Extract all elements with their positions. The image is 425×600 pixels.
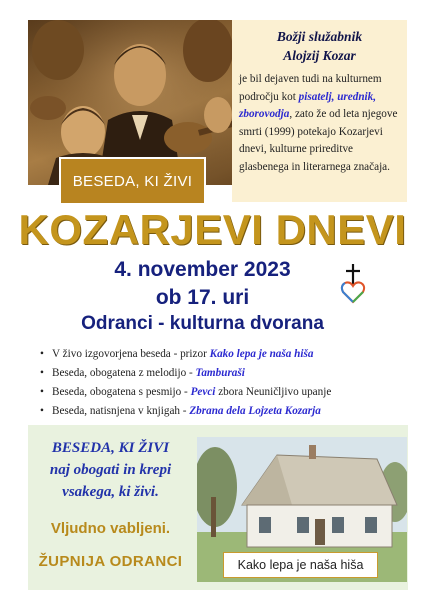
motto-block	[28, 437, 193, 503]
program-item	[40, 364, 420, 383]
program-item-text: V živo izgovorjena beseda - prizor	[52, 348, 210, 360]
program-item	[40, 402, 420, 421]
info-panel	[232, 20, 407, 202]
bullet: •	[40, 367, 44, 379]
info-body-text-end: , zato že od leta njegove smrti (1999) potekajo Kozarjevi dnevi, kulturne prireditve glasbenega in literarnega značaja.	[239, 108, 398, 173]
program-item-highlight: Zbrana dela Lojzeta Kozarja	[189, 405, 321, 417]
info-body-text: je bil dejaven tudi na kulturnem področju kot	[239, 73, 382, 103]
bullet: •	[40, 405, 44, 417]
program-item-text: Beseda, natisnjena v knjigah -	[52, 405, 190, 417]
program-list	[40, 345, 420, 421]
program-item	[40, 345, 420, 364]
motto-line-1: BESEDA, KI ŽIVI	[51, 440, 170, 456]
info-title-name: Alojzij Kozar	[283, 48, 356, 63]
info-body-roles: pisatelj, urednik, zborovodja	[239, 90, 377, 121]
program-item	[40, 383, 420, 402]
program-item-highlight: Tamburaši	[195, 367, 245, 379]
event-date: 4. november 2023	[114, 258, 291, 281]
program-item-highlight: Pevci	[190, 386, 216, 398]
info-body	[239, 71, 402, 177]
bullet: •	[40, 348, 44, 360]
motto-badge: BESEDA, KI ŽIVI	[59, 157, 206, 205]
cross-heart-icon	[340, 262, 366, 304]
house-caption: Kako lepa je naša hiša	[223, 552, 378, 578]
bullet: •	[40, 386, 44, 398]
invitation-text: Vljudno vabljeni.	[50, 520, 171, 537]
program-item-suffix: zbora Neuničljivo upanje	[215, 386, 332, 398]
program-item-text: Beseda, obogatena s pesmijo -	[52, 386, 191, 398]
event-venue: Odranci - kulturna dvorana	[81, 313, 324, 334]
program-item-text: Beseda, obogatena z melodijo -	[52, 367, 196, 379]
event-title: KOZARJEVI DNEVI	[18, 206, 407, 253]
info-title-role: Božji služabnik	[276, 29, 363, 44]
parish-name: ŽUPNIJA ODRANCI	[38, 553, 183, 570]
motto-line-2: naj obogati in krepi	[49, 462, 172, 478]
motto-line-3: vsakega, ki živi.	[62, 484, 159, 500]
event-time: ob 17. uri	[155, 286, 250, 309]
program-item-highlight: Kako lepa je naša hiša	[209, 348, 314, 360]
